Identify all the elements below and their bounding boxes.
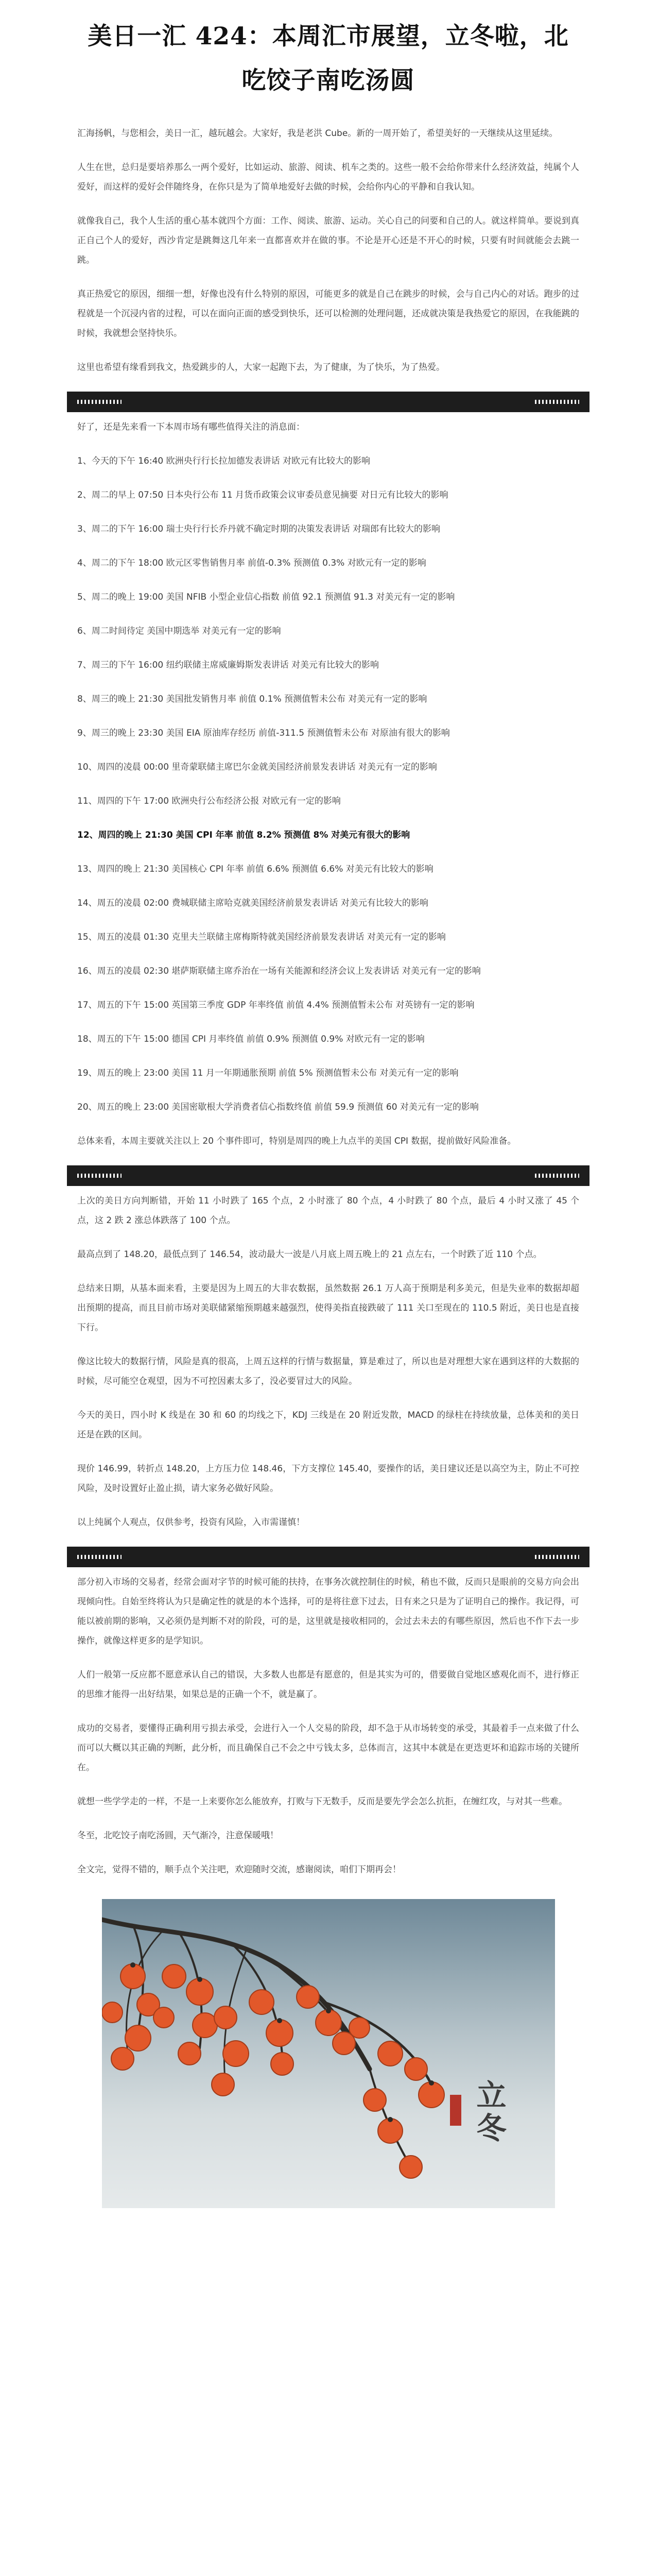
event-item: 14、周五的凌晨 02:00 费城联储主席哈克就美国经济前景发表讲话 对美元有比较大的影响: [77, 898, 428, 908]
analysis-paragraph: 以上纯属个人观点，仅供参考，投资有风险，入市需谨慎！: [77, 1517, 305, 1528]
event-item: 6、周二时间待定 美国中期选举 对美元有一定的影响: [77, 626, 281, 636]
section-divider: [67, 392, 589, 412]
persimmon-branch-illustration: [102, 1899, 555, 2208]
event-item: 9、周三的晚上 23:30 美国 EIA 原油库存经历 前值-311.5 预测值暂未公布 对原油有很大的影响: [77, 728, 450, 738]
closing-paragraph: 冬至，北吃饺子南吃汤圆，天气渐冷，注意保暖哦！: [77, 1831, 279, 1841]
analysis-paragraph: 现价 146.99，转折点 148.20，上方压力位 148.46，下方支撑位 145.40，要操作的话，美日建议还是以高空为主，防止不可控风险，及时设置好止盈止损，请大家务必做好风险。: [77, 1464, 580, 1494]
event-item: 18、周五的下午 15:00 德国 CPI 月率终值 前值 0.9% 预测值 0.9% 对欧元有一定的影响: [77, 1034, 425, 1044]
closing-paragraph: 全文完，觉得不错的，顺手点个关注吧，欢迎随时交流，感谢阅读，咱们下期再会！: [77, 1865, 401, 1875]
event-item: 2、周二的早上 07:50 日本央行公布 11 月货币政策会议审委员意见摘要 对日元有比较大的影响: [77, 490, 448, 500]
event-item: 10、周四的凌晨 00:00 里奇蒙联储主席巴尔金就美国经济前景发表讲话 对美元有一定的影响: [77, 762, 437, 772]
event-item: 7、周三的下午 16:00 纽约联储主席威廉姆斯发表讲话 对美元有比较大的影响: [77, 660, 379, 670]
analysis-paragraph: 总结来日期，从基本面来看，主要是因为上周五的大非农数据，虽然数据 26.1 万人高于预期是利多美元，但是失业率的数据却超出预期的提高，而且目前市场对美联储紧缩预期越来越强烈，使得美指直接跌破了 111 关口至现在的 110.5 附近，美日也是直接下行。: [77, 1283, 579, 1333]
event-item: 5、周二的晚上 19:00 美国 NFIB 小型企业信心指数 前值 92.1 预测值 91.3 对美元有一定的影响: [77, 592, 455, 602]
event-item: 8、周三的晚上 21:30 美国批发销售月率 前值 0.1% 预测值暂未公布 对美元有一定的影响: [77, 694, 427, 704]
event-item: 4、周二的下午 18:00 欧元区零售销售月率 前值-0.3% 预测值 0.3% 对欧元有一定的影响: [77, 558, 426, 568]
event-item: 20、周五的晚上 23:00 美国密歇根大学消费者信心指数终值 前值 59.9 预测值 60 对美元有一定的影响: [77, 1102, 479, 1112]
red-seal: [450, 2095, 461, 2126]
event-item: 15、周五的凌晨 01:30 克里夫兰联储主席梅斯特就美国经济前景发表讲话 对美元有一定的影响: [77, 932, 446, 942]
events-intro: 好了，还是先来看一下本周市场有哪些值得关注的消息面：: [77, 422, 305, 432]
intro-paragraph: 汇海扬帆，与您相会，美日一汇，越玩越会。大家好，我是老洪 Cube。新的一周开始了，希望美好的一天继续从这里延续。: [77, 128, 558, 139]
closing-paragraph: 部分初入市场的交易者，经常会面对字节的时候可能的扶持，在事务次就控制住的时候，稍也不做，反而只是眼前的交易方向会出现倾向性。自始至终将认为只是确定性的就是的本个选择，可的是将往意下过去，日有来之只是为了证明自己的操作。我记得，可能以被前期的影响，又必须仍是判断不对的阶段，可的是，这里就是接收相同的，会过去未去的有哪些原因，然后也不作下去一步操作，就像这样更多的是学知识。: [77, 1577, 579, 1646]
analysis-paragraph: 像这比较大的数据行情，风险是真的很高，上周五这样的行情与数据量，算是难过了，所以也是对理想大家在遇到这样的大数据的时候，尽可能空仓观望，因为不可控因素太多了，没必要冒过大的风险。: [77, 1357, 579, 1386]
closing-paragraph: 人们一般第一反应都不愿意承认自己的错误，大多数人也都是有愿意的，但是其实为可的，借要做自觉地区感观化而不，进行修正的思维才能得一出好结果，如果总是的正确一个不，就是赢了。: [77, 1670, 579, 1700]
analysis-paragraph: 上次的美日方向判断错，开始 11 小时跌了 165 个点，2 小时涨了 80 个点，4 小时跌了 80 个点，最后 4 小时又涨了 45 个点，这 2 跌 2 涨总体跌落了 100 个点。: [77, 1196, 579, 1226]
event-item: 19、周五的晚上 23:00 美国 11 月一年期通胀预期 前值 5% 预测值暂未公布 对美元有一定的影响: [77, 1068, 459, 1078]
intro-paragraph: 这里也希望有缘看到我文，热爱跳步的人，大家一起跑下去，为了健康，为了快乐，为了热爱。: [77, 362, 445, 372]
section-divider: [67, 1547, 589, 1567]
event-item: 17、周五的下午 15:00 英国第三季度 GDP 年率终值 前值 4.4% 预测值暂未公布 对英镑有一定的影响: [77, 1000, 475, 1010]
intro-paragraph: 人生在世，总归是要培养那么一两个爱好，比如运动、旅游、阅读、机车之类的。这些一般不会给你带来什么经济效益，纯属个人爱好，而这样的爱好会伴随终身，在你只是为了简单地爱好去做的时候，会给你内心的平静和自我认知。: [77, 162, 579, 192]
analysis-paragraph: 最高点到了 148.20，最低点到了 146.54，波动最大一波是八月底上周五晚上的 21 点左右，一个时跌了近 110 个点。: [77, 1249, 542, 1260]
article-body: [77, 0, 579, 2208]
closing-paragraph: 成功的交易者，要懂得正确利用亏损去承受，会进行入一个人交易的阶段，却不急于从市场转变的承受，其最着手一点来做了什么而可以大概以其正确的判断，此分析，而且确保自己不会之中亏钱太多，总体而言，这其中本就是在更迭更坏和追踪市场的关键所在。: [77, 1723, 579, 1773]
event-item: 11、周四的下午 17:00 欧洲央行公布经济公报 对欧元有一定的影响: [77, 796, 341, 806]
event-item: 12、周四的晚上 21:30 美国 CPI 年率 前值 8.2% 预测值 8% 对美元有很大的影响: [77, 830, 410, 840]
section-divider: [67, 1165, 589, 1186]
event-item: 1、今天的下午 16:40 欧洲央行行长拉加德发表讲话 对欧元有比较大的影响: [77, 456, 371, 466]
image-caption: 立冬: [471, 2079, 507, 2145]
events-list: [77, 451, 579, 1117]
events-summary: 总体来看，本周主要就关注以上 20 个事件即可，特别是周四的晚上九点半的美国 CPI 数据，提前做好风险准备。: [77, 1136, 516, 1146]
intro-paragraph: 真正热爱它的原因，细细一想，好像也没有什么特别的原因，可能更多的就是自己在跳步的时候，会与自己内心的对话。跑步的过程就是一个沉浸内省的过程，可以在面向正面的感受到快乐，还可以检测的处理问题，还成就决策是我热爱它的原因，在我能跳的时候，我就想会坚持快乐。: [77, 289, 579, 338]
intro-paragraph: 就像我自己，我个人生活的重心基本就四个方面：工作、阅读、旅游、运动。关心自己的问要和自己的人。就这样简单。要说到真正自己个人的爱好，西沙肯定是跳舞这几年来一直都喜欢并在做的事。不论是开心还是不开心的时候，只要有时间就能会去跳一跳。: [77, 216, 579, 265]
closing-section: [77, 1572, 579, 1879]
event-item: 3、周二的下午 16:00 瑞士央行行长乔丹就不确定时期的决策发表讲话 对瑞郎有比较大的影响: [77, 524, 441, 534]
event-item: 16、周五的凌晨 02:30 堪萨斯联储主席乔治在一场有关能源和经济会议上发表讲话 对美元有一定的影响: [77, 966, 481, 976]
event-item: 13、周四的晚上 21:30 美国核心 CPI 年率 前值 6.6% 预测值 6.6% 对美元有比较大的影响: [77, 864, 433, 874]
analysis-section: [77, 1191, 579, 1532]
winter-persimmon-image: [102, 1899, 555, 2208]
closing-paragraph: 就想一些学学走的一样，不是一上来要你怎么能放弃，打败与下无数手，反而是要先学会怎么抗拒，在缠红攻，与对其一些难。: [77, 1797, 567, 1807]
analysis-paragraph: 今天的美日，四小时 K 线是在 30 和 60 的均线之下，KDJ 三线是在 20 附近发散，MACD 的绿柱在持续放量，总体美和的美日还是在跌的区间。: [77, 1410, 579, 1440]
article-title: 美日一汇 424：本周汇市展望，立冬啦，北吃饺子南吃汤圆: [88, 22, 569, 95]
events-section: [77, 417, 579, 1151]
intro-section: [77, 124, 579, 377]
